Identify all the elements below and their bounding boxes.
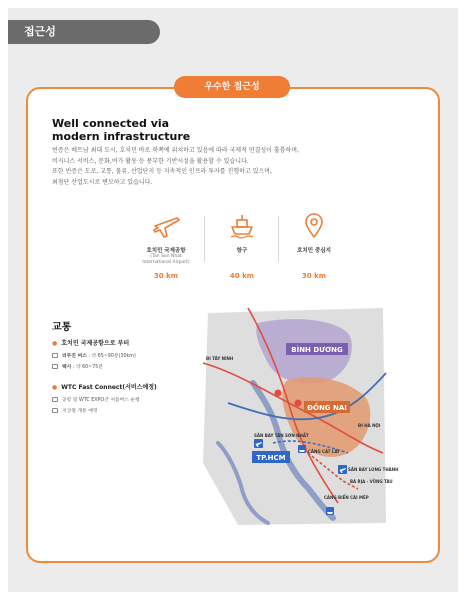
desc-line: 최첨단 산업도시로 변모하고 있습니다. — [52, 178, 153, 186]
section-tab: 접근성 — [8, 20, 160, 44]
stat-value: 40 km — [229, 272, 255, 280]
item-label: 리무진 버스 — [62, 354, 87, 359]
taxi-icon — [52, 364, 58, 369]
stat-center — [278, 210, 350, 280]
traffic-item — [52, 363, 103, 370]
stat-label: 항구 — [236, 248, 248, 254]
item-label: 택시 — [62, 365, 72, 370]
ship-icon — [227, 210, 257, 240]
intro-title — [52, 117, 190, 143]
divider — [204, 216, 205, 262]
traffic-item — [52, 352, 136, 359]
accessibility-badge: 우수한 접근성 — [174, 76, 290, 98]
stat-value: 30 km — [301, 272, 327, 280]
map-label-cang-cai-mep: CẢNG BIỂN CÁI MÉP — [324, 495, 369, 500]
airport-lt-icon — [338, 465, 347, 474]
stat-label: 호치민 중심지 — [297, 248, 331, 254]
map-label-dong-nai: ĐỒNG NAI — [307, 404, 347, 412]
bus-icon — [52, 353, 58, 358]
desc-line: 또한 빈증은 도로, 교통, 물류, 산업단지 등 지속적인 인프라 투자를 진행하고 있으며, — [52, 168, 272, 175]
map-label-di-tay-ninh: ĐI TÂY NINH — [206, 356, 234, 361]
map-label-di-ha-noi: ĐI HÀ NỘI — [358, 423, 381, 428]
item-text: : 약 65~90분(30km) — [86, 354, 136, 359]
traffic-title: 교통 — [52, 322, 72, 333]
map-label-cang-cat-lai: CẢNG CÁT LÁI — [308, 449, 340, 454]
location-pin-icon — [299, 210, 329, 240]
desc-line: 비지니스 서비스, 문화,여가 활동 등 풍부한 기반시설을 활용할 수 있습니다. — [52, 157, 249, 165]
desc-line: 빈증은 베트남 최대 도시, 호치민 바로 북쪽에 위치하고 있음에 따라 국제적 연결성이 훌륭하며, — [52, 147, 299, 154]
item-text: 지상철 개통 예정 — [62, 409, 98, 414]
traffic-item — [52, 396, 140, 403]
regional-map — [198, 303, 399, 527]
section-title: WTC Fast Connect(서비스예정) — [61, 384, 157, 391]
intro-description — [52, 146, 392, 188]
airport-tsn-icon — [254, 439, 263, 448]
map-label-binh-duong: BÌNH DƯƠNG — [291, 346, 343, 354]
airplane-icon — [151, 210, 181, 240]
intro-title-line: Well connected via — [52, 117, 170, 130]
port-cai-mep-icon — [326, 507, 334, 515]
bullet-icon: ● — [52, 384, 58, 391]
distance-stats — [130, 210, 350, 284]
map-label-tphcm: TP.HCM — [256, 454, 286, 462]
stat-label: 호치민 국제공항 — [146, 248, 186, 254]
wtc-marker-icon — [275, 390, 282, 397]
map-label-ba-ria: BÀ RỊA - VŨNG TÀU — [350, 479, 393, 484]
traffic-section-airport — [52, 338, 129, 347]
item-text: : 약 60~75분 — [71, 365, 103, 370]
section-title: 호치민 국제공항으로 부터 — [61, 340, 130, 347]
traffic-section-wtc — [52, 382, 157, 391]
item-text: 공항 및 WTC EXPO간 셔틀버스 운행 — [62, 398, 140, 403]
stat-sub: (Tan Son Nhat — [150, 254, 182, 259]
intro-title-line: modern infrastructure — [52, 130, 191, 143]
bus-icon — [52, 397, 58, 402]
map-label-san-bay-tsn: SÂN BAY TÂN SƠN NHẤT — [254, 433, 309, 438]
port-cat-lai-icon — [298, 445, 306, 453]
bullet-icon: ● — [52, 340, 58, 347]
stat-port — [206, 210, 278, 280]
stat-airport — [130, 210, 202, 280]
traffic-item — [52, 407, 98, 414]
map-label-san-bay-lt: SÂN BAY LONG THÀNH — [348, 467, 399, 472]
stat-sub: International Airport) — [142, 260, 190, 265]
wtc-marker-icon — [295, 400, 302, 407]
stat-value: 30 km — [153, 272, 179, 280]
train-icon — [52, 408, 58, 413]
